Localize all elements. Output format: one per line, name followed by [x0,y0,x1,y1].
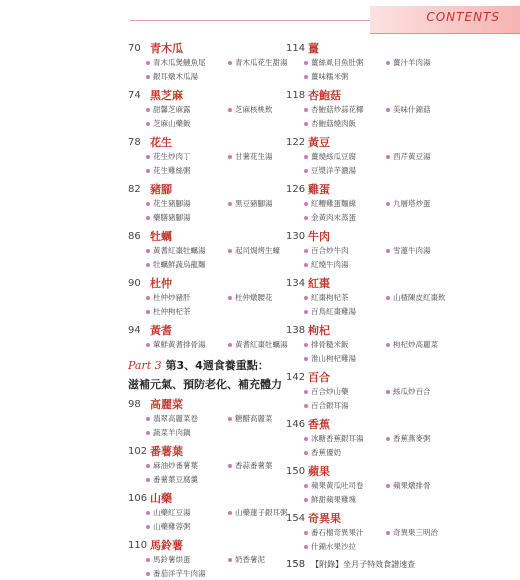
recipe-item[interactable] [386,150,496,163]
recipe-item[interactable] [386,197,496,210]
page-number: 70 [128,42,141,54]
part-subtitle: 滋補元氣、預防老化、補充體力 [128,378,282,391]
recipe-item[interactable] [146,117,228,130]
recipe-label: 藥膳豬腳湯 [153,213,191,222]
recipe-label: 百合銀耳湯 [311,401,349,410]
category-heading[interactable] [286,322,520,338]
bullet-icon [146,572,150,576]
recipe-label: 百鳥紅棗雞湯 [311,307,356,316]
recipe-label: 牡蠣鮮蔬烏龍麵 [153,260,206,269]
bullet-icon [304,343,308,347]
bullet-icon [386,61,390,65]
recipe-label: 黃耆紅棗牡蠣湯 [235,340,288,349]
recipe-label: 杜仲炒豬肝 [153,293,191,302]
category-name: 枸杞 [308,324,330,337]
recipe-item[interactable] [146,291,228,304]
recipe-label: 奶香薯泥 [235,555,265,564]
category-name: 杏鮑菇 [308,89,341,102]
recipe-item[interactable] [304,540,386,553]
bullet-icon [228,155,232,159]
recipe-label: 花生雞絲粥 [153,166,191,175]
category-heading[interactable] [286,40,520,56]
bullet-icon [304,404,308,408]
bullet-icon [304,263,308,267]
recipe-label: 花生炒肉丁 [153,152,191,161]
recipe-label: 香蒜番薯葉 [235,461,273,470]
recipe-label: 青木瓜花生甜湯 [235,58,288,67]
category-name: 黑芝麻 [150,89,183,102]
recipe-label: 枸杞炒高麗菜 [393,340,438,349]
bullet-icon [146,417,150,421]
recipe-item[interactable] [146,459,228,472]
recipe-item[interactable] [304,291,386,304]
recipe-label: 絲瓜炒百合 [393,387,431,396]
recipe-label: 芝麻核桃飲 [235,105,273,114]
recipe-item[interactable] [304,446,386,459]
bullet-icon [228,417,232,421]
category-heading[interactable] [286,510,520,526]
recipe-item[interactable] [304,56,386,69]
recipe-label: 山藥雞蓉粥 [153,522,191,531]
recipe-label: 薑絲虱目魚肚粥 [311,58,364,67]
bullet-icon [304,484,308,488]
bullet-icon [146,296,150,300]
bullet-icon [146,169,150,173]
page-number: 154 [286,512,306,524]
recipe-list [304,150,520,177]
recipe-list [304,526,520,553]
recipe-item[interactable] [304,305,386,318]
bullet-icon [386,390,390,394]
recipe-list [304,197,520,224]
bullet-icon [146,216,150,220]
page-number: 98 [128,398,141,410]
recipe-item[interactable] [146,56,228,69]
page-number: 142 [286,371,306,383]
recipe-label: 青木瓜煲鰱魚尾 [153,58,206,67]
contents-title: CONTENTS [426,10,500,24]
bullet-icon [146,478,150,482]
bullet-icon [228,249,232,253]
bullet-icon [304,61,308,65]
recipe-label: 杏鮑菇炒蒜花椰 [311,105,364,114]
bullet-icon [146,525,150,529]
bullet-icon [228,61,232,65]
recipe-item[interactable] [146,70,228,83]
page-number: 82 [128,183,141,195]
page-number: 134 [286,277,306,289]
recipe-label: 排骨糙米飯 [311,340,349,349]
recipe-item[interactable] [146,150,228,163]
recipe-list [304,385,520,412]
recipe-label: 薑味糯米粥 [311,72,349,81]
bullet-icon [304,296,308,300]
bullet-icon [386,108,390,112]
recipe-label: 山藥蓮子銀耳粥 [235,508,288,517]
recipe-item[interactable] [386,432,496,445]
category-name: 黃耆 [150,324,172,337]
page-number: 110 [128,539,148,551]
bullet-icon [146,310,150,314]
recipe-item[interactable] [304,385,386,398]
bullet-icon [228,108,232,112]
recipe-label: 蘋果黃瓜吐司卷 [311,481,364,490]
recipe-label: 甘薯花生湯 [235,152,273,161]
bullet-icon [304,169,308,173]
page-number: 126 [286,183,306,195]
recipe-item[interactable] [146,244,228,257]
recipe-list [304,56,520,83]
recipe-label: 花生豬腳湯 [153,199,191,208]
recipe-label: 杜仲枸杞茶 [153,307,191,316]
bullet-icon [304,155,308,159]
recipe-item[interactable] [304,352,386,365]
recipe-item[interactable] [304,258,386,271]
bullet-icon [146,122,150,126]
category-name: 番薯葉 [150,445,183,458]
appendix-label: 【附錄】坐月子特效食譜速查 [311,560,416,569]
part-heading: 第3、4週食養重點： [161,359,269,372]
bullet-icon [386,343,390,347]
page-number: 150 [286,465,306,477]
recipe-item[interactable] [146,305,228,318]
recipe-item[interactable] [146,103,228,116]
page-number: 74 [128,89,141,101]
recipe-label: 山楂陳皮紅棗飲 [393,293,446,302]
page-number: 78 [128,136,141,148]
recipe-item[interactable] [304,432,386,445]
recipe-label: 淮山枸杞雞湯 [311,354,356,363]
recipe-item[interactable] [146,567,228,580]
recipe-item[interactable] [386,385,496,398]
recipe-item[interactable] [304,338,386,351]
recipe-label: 紅燒牛肉湯 [311,260,349,269]
bullet-icon [146,249,150,253]
category-name: 青木瓜 [150,42,183,55]
recipe-label: 芝麻山藥飯 [153,119,191,128]
bullet-icon [386,296,390,300]
bullet-icon [304,75,308,79]
category-name: 雞蛋 [308,183,330,196]
recipe-label: 什錦水果沙拉 [311,542,356,551]
recipe-label: 冰糖香蕉銀耳湯 [311,434,364,443]
recipe-label: 香蕉優奶 [311,448,341,457]
recipe-list [304,103,520,130]
recipe-item[interactable] [386,56,496,69]
bullet-icon [146,558,150,562]
bullet-icon [304,451,308,455]
recipe-label: 百合炒山藥 [311,387,349,396]
bullet-icon [146,61,150,65]
recipe-label: 黑豆豬腳湯 [235,199,273,208]
category-name: 紅棗 [308,277,330,290]
recipe-label: 甜馨芝麻露 [153,105,191,114]
recipe-label: 杜仲燉腰花 [235,293,273,302]
bullet-icon [228,464,232,468]
bullet-icon [304,310,308,314]
bullet-icon [304,202,308,206]
category-name: 山藥 [150,492,172,505]
bullet-icon [386,249,390,253]
recipe-item[interactable] [304,117,386,130]
recipe-label: 奇異果三明治 [393,528,438,537]
category-heading[interactable] [286,228,520,244]
bullet-icon [146,511,150,515]
recipe-item[interactable] [304,197,386,210]
recipe-item[interactable] [386,526,496,539]
category-name: 百合 [308,371,330,384]
recipe-label: 薑燒絲瓜豆腐 [311,152,356,161]
recipe-item[interactable] [146,520,228,533]
bullet-icon [304,437,308,441]
recipe-label: 西芹黃豆湯 [393,152,431,161]
recipe-label: 豆漿洋芋濃湯 [311,166,356,175]
page-number: 138 [286,324,306,336]
bullet-icon [228,511,232,515]
bullet-icon [304,545,308,549]
recipe-label: 百合炒牛肉 [311,246,349,255]
part-label: Part 3 [128,359,162,372]
page-number: 106 [128,492,148,504]
category-name: 黃豆 [308,136,330,149]
recipe-label: 山藥紅豆湯 [153,508,191,517]
bullet-icon [386,202,390,206]
recipe-label: 起司焗烤生蠔 [235,246,280,255]
recipe-label: 銀耳燉木瓜湯 [153,72,198,81]
bullet-icon [304,122,308,126]
bullet-icon [304,249,308,253]
recipe-list [304,479,520,506]
bullet-icon [146,155,150,159]
bullet-icon [304,531,308,535]
bullet-icon [386,437,390,441]
recipe-item[interactable] [146,258,228,271]
recipe-label: 紅棗枸杞茶 [311,293,349,302]
category-name: 奇異果 [308,512,341,525]
recipe-label: 翡翠高麗菜卷 [153,414,198,423]
recipe-item[interactable] [386,338,496,351]
right-column [286,36,520,570]
category-name: 豬腳 [150,183,172,196]
recipe-label: 番薯葉豆腐羹 [153,475,198,484]
recipe-label: 蔬菜羊肉鍋 [153,428,191,437]
category-name: 薑 [308,42,319,55]
bullet-icon [386,155,390,159]
recipe-item[interactable] [146,506,228,519]
bullet-icon [304,216,308,220]
recipe-label: 美味什錦菇 [393,105,431,114]
recipe-item[interactable] [146,197,228,210]
recipe-item[interactable] [146,211,228,224]
recipe-item[interactable] [304,103,386,116]
bullet-icon [228,296,232,300]
category-heading[interactable] [286,463,520,479]
recipe-label: 番石榴奇異果汁 [311,528,364,537]
category-name: 杜仲 [150,277,172,290]
page-number: 114 [286,42,306,54]
page-number: 94 [128,324,141,336]
category-name: 馬鈴薯 [150,539,183,552]
bullet-icon [386,531,390,535]
page-number: 130 [286,230,306,242]
bullet-icon [386,484,390,488]
category-name: 花生 [150,136,172,149]
recipe-item[interactable] [304,150,386,163]
page-number: 118 [286,89,306,101]
page-number: 146 [286,418,306,430]
recipe-label: 雪蓮牛肉湯 [393,246,431,255]
bullet-icon [146,202,150,206]
bullet-icon [146,263,150,267]
page-number: 122 [286,136,306,148]
recipe-label: 薑汁羊肉湯 [393,58,431,67]
recipe-item[interactable] [146,338,228,351]
page-number: 86 [128,230,141,242]
bullet-icon [228,202,232,206]
recipe-item[interactable] [304,244,386,257]
recipe-item[interactable] [146,553,228,566]
recipe-item[interactable] [304,526,386,539]
recipe-label: 糖醋高麗菜 [235,414,273,423]
recipe-label: 香蕉燕麥粥 [393,434,431,443]
recipe-label: 金黃肉末蒸蛋 [311,213,356,222]
category-name: 高麗菜 [150,398,183,411]
bullet-icon [146,431,150,435]
recipe-item[interactable] [146,412,228,425]
bullet-icon [228,558,232,562]
recipe-label: 馬鈴薯烘蛋 [153,555,191,564]
recipe-item[interactable] [386,244,496,257]
category-name: 牡蠣 [150,230,172,243]
recipe-item[interactable] [304,479,386,492]
bullet-icon [146,75,150,79]
bullet-icon [304,357,308,361]
bullet-icon [146,464,150,468]
category-heading[interactable] [286,275,520,291]
category-heading[interactable] [286,181,520,197]
appendix-entry[interactable] [286,559,520,570]
category-name: 香蕉 [308,418,330,431]
bullet-icon [304,108,308,112]
recipe-list [304,244,520,271]
category-heading[interactable] [286,416,520,432]
category-heading[interactable] [286,87,520,103]
page-number: 158 [286,559,306,570]
recipe-label: 麻油炒番薯葉 [153,461,198,470]
recipe-label: 杏鮑菇燒肉飯 [311,119,356,128]
recipe-item[interactable] [386,291,496,304]
recipe-item[interactable] [304,164,386,177]
recipe-item[interactable] [146,473,228,486]
recipe-item[interactable] [146,164,228,177]
recipe-label: 蘋果燉排骨 [393,481,431,490]
recipe-item[interactable] [304,70,386,83]
recipe-label: 九層塔炒蛋 [393,199,431,208]
recipe-label: 黃耆紅棗牡蠣湯 [153,246,206,255]
recipe-item[interactable] [386,103,496,116]
category-heading[interactable] [286,369,520,385]
recipe-item[interactable] [304,399,386,412]
recipe-list [304,291,520,318]
recipe-item[interactable] [146,426,228,439]
category-name: 牛肉 [308,230,330,243]
recipe-item[interactable] [304,211,386,224]
recipe-label: 紅糟雞蛋麵線 [311,199,356,208]
page-number: 102 [128,445,148,457]
recipe-item[interactable] [386,479,496,492]
bullet-icon [146,343,150,347]
bullet-icon [304,390,308,394]
category-heading[interactable] [286,134,520,150]
recipe-label: 鮮甜蘋果雞塊 [311,495,356,504]
recipe-list [304,338,520,365]
recipe-label: 番茄洋芋牛肉湯 [153,569,206,578]
page-number: 90 [128,277,141,289]
category-name: 蘋果 [308,465,330,478]
bullet-icon [228,343,232,347]
bullet-icon [146,108,150,112]
recipe-label: 葷鮮黃耆排骨湯 [153,340,206,349]
recipe-list [304,432,520,459]
